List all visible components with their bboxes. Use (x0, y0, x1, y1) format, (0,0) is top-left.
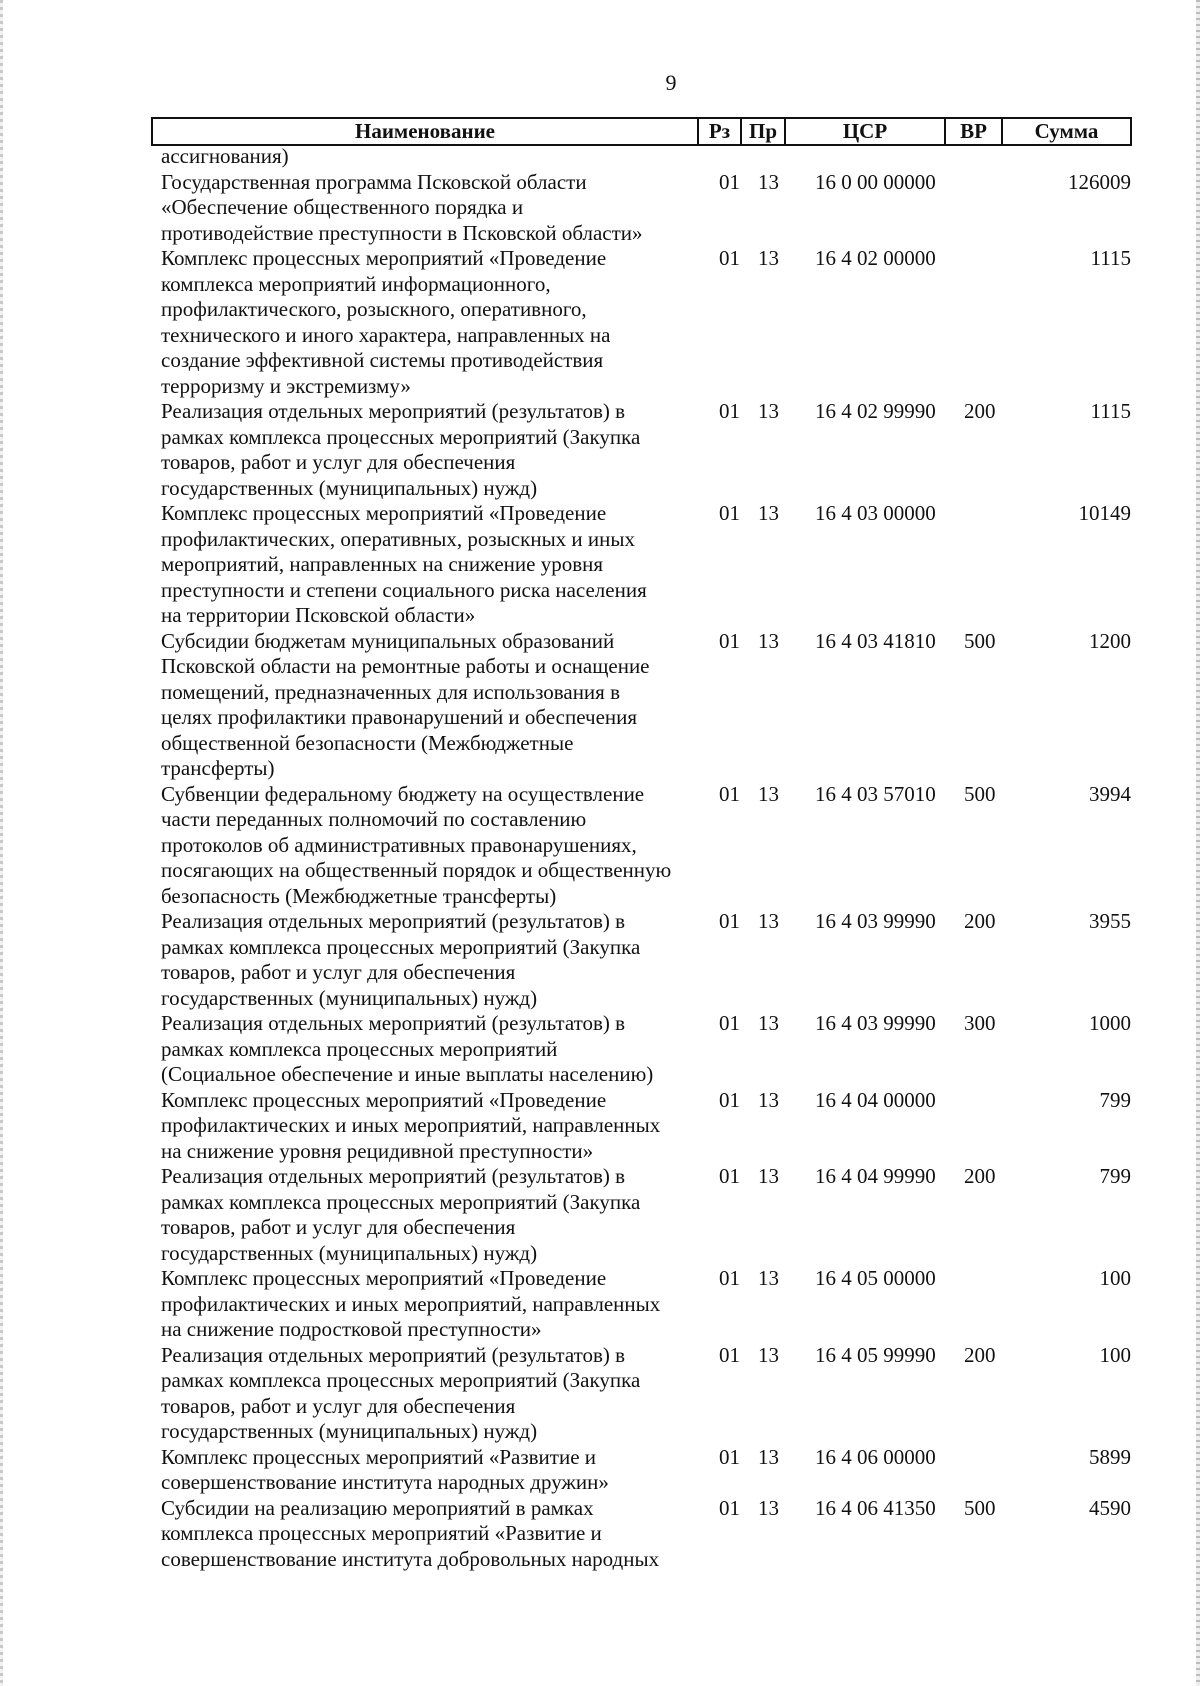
row-name-line: профилактического, розыскного, оперативного, (161, 297, 587, 321)
row-sum: 126009 (1068, 169, 1131, 194)
row-pr: 13 (758, 1495, 779, 1520)
scan-edge-left (0, 0, 3, 1686)
row-pr: 13 (758, 1342, 779, 1367)
row-name-line: Комплекс процессных мероприятий «Проведение (161, 1266, 607, 1290)
row-vr: 500 (964, 628, 996, 653)
row-sum: 5899 (1089, 1444, 1131, 1469)
budget-table-body (161, 144, 1131, 1572)
row-rz: 01 (719, 1266, 740, 1290)
row-name-line: Реализация отдельных мероприятий (результатов) в (161, 399, 626, 423)
row-name (161, 399, 705, 501)
row-pr: 13 (758, 1087, 779, 1112)
row-name-line: рамках комплекса процессных мероприятий (Закупка (161, 1368, 641, 1392)
header-rz: Рз (697, 117, 740, 146)
row-name-line: рамках комплекса процессных мероприятий (161, 1036, 558, 1061)
row-name (161, 1011, 705, 1088)
row-name (161, 1496, 705, 1573)
row-name-line: государственных (муниципальных) нужд) (161, 1419, 538, 1443)
row-name-line: безопасность (Межбюджетные трансферты) (161, 883, 557, 908)
row-name-line: Реализация отдельных мероприятий (результатов) в (161, 1164, 626, 1188)
row-name-line: технического и иного характера, направленных на (161, 322, 611, 347)
row-name (161, 1088, 705, 1165)
row-vr: 300 (964, 1011, 996, 1035)
row-name-line: совершенствование института народных дружин» (161, 1470, 609, 1494)
row-vr (962, 1266, 1015, 1343)
row-name-line: Комплекс процессных мероприятий «Проведение (161, 501, 607, 525)
row-name-line: Субвенции федеральному бюджету на осуществление (161, 781, 645, 806)
row-rz: 01 (719, 628, 740, 653)
row-csr: 16 4 03 41810 (815, 628, 936, 653)
row-name-line: рамках комплекса процессных мероприятий (Закупка (161, 424, 641, 449)
row-vr (962, 144, 1015, 170)
row-rz (705, 144, 746, 170)
row-name-line: ассигнования) (161, 144, 289, 168)
header-sum: Сумма (1001, 117, 1132, 146)
row-name (161, 501, 705, 629)
header-vr: ВР (944, 117, 1001, 146)
table-row (161, 1496, 1131, 1573)
table-row (161, 1445, 1131, 1496)
row-name-line: товаров, работ и услуг для обеспечения (161, 960, 516, 984)
row-name-line: Комплекс процессных мероприятий «Развитие и (161, 1444, 597, 1469)
row-sum: 799 (1099, 1087, 1131, 1112)
row-name-line: части переданных полномочий по составлению (161, 807, 587, 831)
row-name (161, 1266, 705, 1343)
table-row (161, 909, 1131, 1011)
row-pr: 13 (758, 909, 779, 933)
row-rz: 01 (719, 1011, 740, 1035)
row-sum: 1000 (1089, 1011, 1131, 1035)
row-name-line: мероприятий, направленных на снижение уровня (161, 552, 604, 576)
row-sum: 3994 (1089, 781, 1131, 806)
row-csr: 16 4 02 99990 (815, 399, 936, 423)
row-rz: 01 (719, 1495, 740, 1520)
row-sum: 100 (1099, 1342, 1131, 1367)
table-row (161, 170, 1131, 247)
row-name-line: товаров, работ и услуг для обеспечения (161, 1215, 516, 1239)
table-row (161, 1011, 1131, 1088)
row-name-line: «Обеспечение общественного порядка и (161, 195, 524, 219)
row-vr (962, 501, 1015, 629)
row-rz: 01 (719, 169, 740, 194)
row-vr: 200 (964, 1164, 996, 1188)
row-name-line: Псковской области на ремонтные работы и оснащение (161, 654, 650, 678)
row-vr (962, 170, 1015, 247)
row-pr: 13 (758, 1011, 779, 1035)
row-vr: 200 (964, 1342, 996, 1367)
row-name-line: Реализация отдельных мероприятий (результатов) в (161, 1342, 626, 1367)
row-pr: 13 (758, 246, 779, 270)
row-pr: 13 (758, 781, 779, 806)
row-name-line: профилактических, оперативных, розыскных и иных (161, 526, 636, 551)
row-csr: 16 4 03 57010 (815, 781, 936, 806)
row-sum (1015, 144, 1131, 170)
row-csr: 16 4 03 99990 (815, 909, 936, 933)
row-name-line: совершенствование института добровольных народных (161, 1546, 660, 1571)
row-vr (962, 1088, 1015, 1165)
table-row (161, 246, 1131, 399)
row-name-line: трансферты) (161, 756, 275, 780)
row-name-line: профилактических и иных мероприятий, направленных (161, 1113, 661, 1137)
row-pr (746, 144, 788, 170)
row-pr: 13 (758, 399, 779, 423)
table-row (161, 1343, 1131, 1445)
row-name-line: общественной безопасности (Межбюджетные (161, 730, 574, 755)
row-name (161, 246, 705, 399)
row-name-line: Государственная программа Псковской области (161, 169, 587, 194)
row-name-line: (Социальное обеспечение и иные выплаты населению) (161, 1062, 654, 1086)
table-header (151, 117, 1132, 144)
row-name-line: профилактических и иных мероприятий, направленных (161, 1291, 661, 1316)
row-pr: 13 (758, 1444, 779, 1469)
row-name-line: рамках комплекса процессных мероприятий (Закупка (161, 1189, 641, 1214)
row-csr: 16 4 06 00000 (815, 1444, 936, 1469)
row-name-line: государственных (муниципальных) нужд) (161, 475, 538, 500)
row-rz: 01 (719, 781, 740, 806)
row-name-line: на снижение уровня рецидивной преступности» (161, 1138, 594, 1163)
row-name (161, 909, 705, 1011)
row-name (161, 1445, 705, 1496)
row-name-line: Субсидии на реализацию мероприятий в рамках (161, 1495, 594, 1520)
row-name (161, 170, 705, 247)
row-name-line: комплекса мероприятий информационного, (161, 271, 551, 296)
row-name-line: Комплекс процессных мероприятий «Проведение (161, 1087, 607, 1112)
row-pr: 13 (758, 1164, 779, 1188)
row-name-line: противодействие преступности в Псковской области» (161, 220, 643, 245)
row-name (161, 782, 705, 910)
table-row (161, 629, 1131, 782)
row-rz: 01 (719, 909, 740, 933)
row-sum: 1115 (1090, 399, 1131, 423)
row-pr: 13 (758, 1266, 779, 1290)
header-pr: Пр (740, 117, 784, 146)
row-name-line: на снижение подростковой преступности» (161, 1317, 542, 1341)
row-pr: 13 (758, 501, 779, 525)
row-vr: 200 (964, 399, 996, 423)
row-sum: 10149 (1078, 501, 1131, 525)
row-name-line: Комплекс процессных мероприятий «Проведение (161, 246, 607, 270)
row-name (161, 1343, 705, 1445)
row-csr: 16 4 04 99990 (815, 1164, 936, 1188)
row-name-line: посягающих на общественный порядок и общественную (161, 858, 672, 882)
row-rz: 01 (719, 501, 740, 525)
row-name-line: преступности и степени социального риска населения (161, 577, 647, 602)
row-vr: 200 (964, 909, 996, 933)
row-vr (962, 1445, 1015, 1496)
row-csr (788, 144, 962, 170)
row-vr: 500 (964, 1495, 996, 1520)
row-csr: 16 4 03 99990 (815, 1011, 936, 1035)
row-name-line: помещений, предназначенных для использования в (161, 679, 620, 704)
table-row (161, 399, 1131, 501)
header-name: Наименование (151, 117, 697, 146)
row-name-line: товаров, работ и услуг для обеспечения (161, 450, 516, 474)
table-row (161, 1266, 1131, 1343)
row-name-line: государственных (муниципальных) нужд) (161, 985, 538, 1010)
row-name (161, 1164, 705, 1266)
row-sum: 799 (1099, 1164, 1131, 1188)
row-name-line: создание эффективной системы противодействия (161, 348, 604, 372)
row-csr: 16 4 05 00000 (815, 1266, 936, 1290)
row-name-line: Реализация отдельных мероприятий (результатов) в (161, 909, 626, 933)
row-pr: 13 (758, 628, 779, 653)
row-csr: 16 4 02 00000 (815, 246, 936, 270)
scan-edge-right (1196, 0, 1200, 1686)
row-sum: 100 (1099, 1266, 1131, 1290)
row-sum: 1200 (1089, 628, 1131, 653)
row-vr: 500 (964, 781, 996, 806)
row-rz: 01 (719, 1444, 740, 1469)
row-rz: 01 (719, 246, 740, 270)
row-sum: 1115 (1090, 246, 1131, 270)
table-row (161, 1164, 1131, 1266)
row-name-line: на территории Псковской области» (161, 603, 476, 627)
row-name-line: Реализация отдельных мероприятий (результатов) в (161, 1011, 626, 1035)
row-sum: 4590 (1089, 1495, 1131, 1520)
table-row (161, 501, 1131, 629)
row-name-line: комплекса процессных мероприятий «Развитие и (161, 1521, 602, 1545)
row-vr (962, 246, 1015, 399)
row-name-line: Субсидии бюджетам муниципальных образований (161, 628, 615, 653)
row-name-line: целях профилактики правонарушений и обеспечения (161, 705, 638, 729)
row-name (161, 629, 705, 782)
row-name (161, 144, 705, 170)
row-csr: 16 4 04 00000 (815, 1087, 936, 1112)
row-rz: 01 (719, 1342, 740, 1367)
row-rz: 01 (719, 1087, 740, 1112)
row-name-line: протоколов об административных правонарушениях, (161, 832, 637, 857)
row-csr: 16 0 00 00000 (815, 169, 936, 194)
row-rz: 01 (719, 1164, 740, 1188)
table-row (161, 782, 1131, 910)
row-pr: 13 (758, 169, 779, 194)
row-name-line: терроризму и экстремизму» (161, 373, 411, 398)
table-row (161, 1088, 1131, 1165)
row-rz: 01 (719, 399, 740, 423)
row-name-line: товаров, работ и услуг для обеспечения (161, 1393, 516, 1418)
row-sum: 3955 (1089, 909, 1131, 933)
page-number: 9 (665, 70, 677, 95)
row-csr: 16 4 06 41350 (815, 1495, 936, 1520)
row-csr: 16 4 05 99990 (815, 1342, 936, 1367)
row-csr: 16 4 03 00000 (815, 501, 936, 525)
row-name-line: рамках комплекса процессных мероприятий (Закупка (161, 934, 641, 959)
header-csr: ЦСР (784, 117, 944, 146)
row-name-line: государственных (муниципальных) нужд) (161, 1240, 538, 1265)
table-row (161, 144, 1131, 170)
